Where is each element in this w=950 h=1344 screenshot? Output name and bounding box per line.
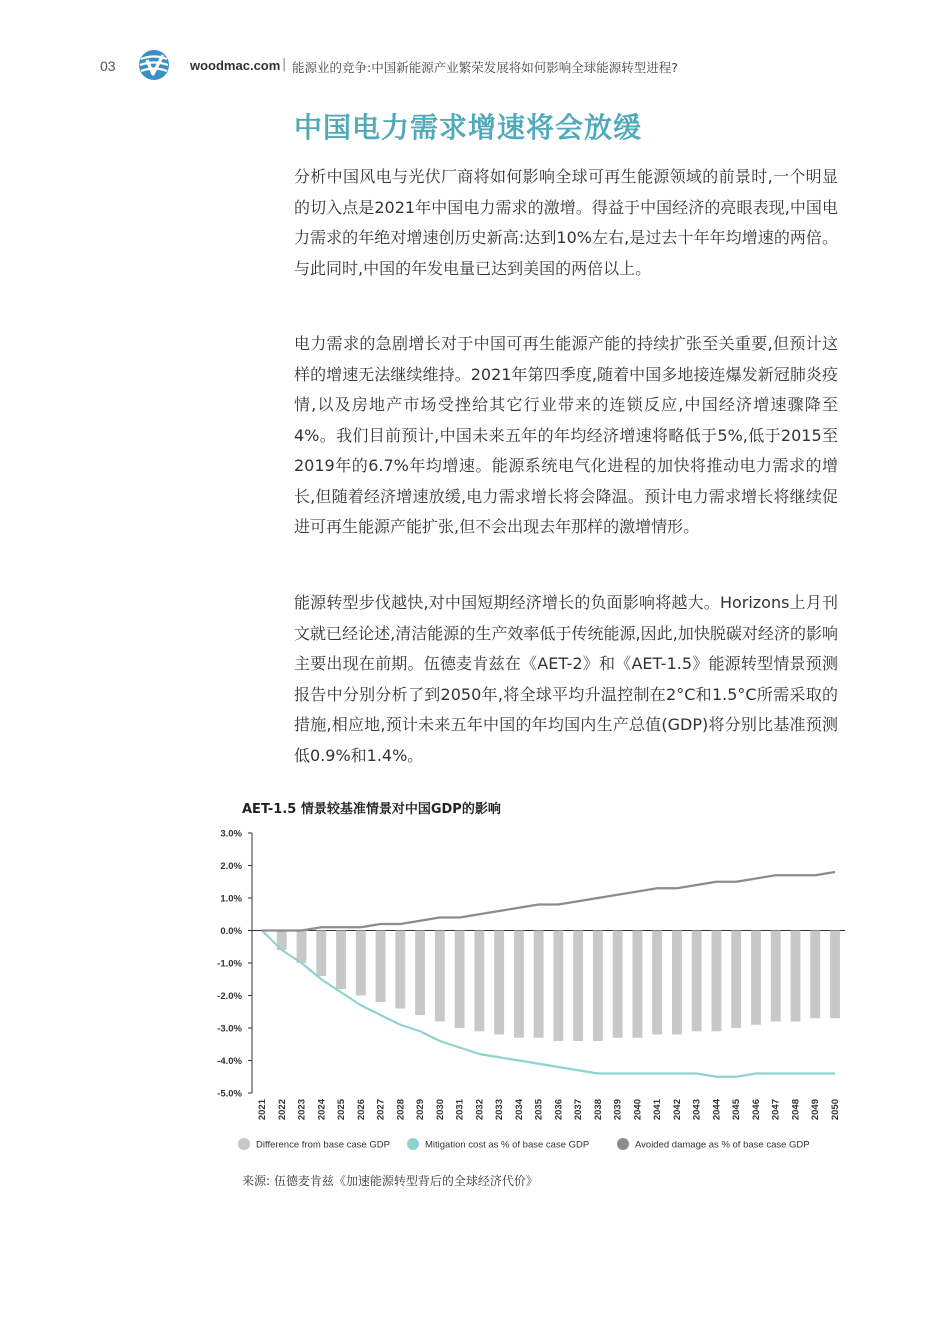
bar-2040	[632, 931, 642, 1038]
page-number: 03	[100, 58, 116, 74]
bar-2030	[435, 931, 445, 1022]
y-tick-label: -5.0%	[217, 1088, 242, 1100]
x-tick-label: 2027	[375, 1099, 387, 1121]
bar-2048	[791, 931, 801, 1022]
bar-2032	[474, 931, 484, 1032]
bar-2046	[751, 931, 761, 1025]
gdp-impact-chart	[200, 818, 860, 1163]
x-tick-label: 2049	[810, 1099, 822, 1121]
bar-2028	[395, 931, 405, 1009]
legend-marker-2	[407, 1138, 419, 1150]
x-tick-label: 2026	[355, 1099, 367, 1121]
bar-2050	[830, 931, 840, 1019]
x-tick-label: 2041	[652, 1099, 664, 1121]
bar-2035	[534, 931, 544, 1038]
section-heading: 中国电力需求增速将会放缓	[294, 111, 643, 144]
x-tick-label: 2028	[395, 1099, 407, 1121]
bar-2026	[356, 931, 366, 996]
x-tick-label: 2022	[276, 1099, 288, 1121]
bar-2037	[573, 931, 583, 1042]
paragraph-1: 分析中国风电与光伏厂商将如何影响全球可再生能源领域的前景时,一个明显的切入点是2021年中国电力需求的激增。得益于中国经济的亮眼表现,中国电力需求的年绝对增速创历史新高:达到10%左右,是过去十年年均增速的两倍。与此同时,中国的年发电量已达到美国的两倍以上。	[294, 167, 838, 278]
legend-marker-3	[617, 1138, 629, 1150]
bar-2042	[672, 931, 682, 1035]
x-tick-label: 2036	[553, 1099, 565, 1121]
chart-title: AET-1.5 情景较基准情景对中国GDP的影响	[242, 802, 501, 817]
bar-2024	[316, 931, 326, 977]
legend-label-3: Avoided damage as % of base case GDP	[635, 1139, 810, 1151]
bar-2033	[494, 931, 504, 1035]
y-tick-label: 0.0%	[220, 926, 242, 937]
x-tick-label: 2034	[513, 1099, 525, 1121]
x-tick-label: 2030	[434, 1099, 446, 1121]
x-tick-label: 2043	[691, 1099, 703, 1121]
y-tick-label: -4.0%	[217, 1056, 242, 1067]
y-tick-label: 3.0%	[220, 828, 242, 840]
y-tick-label: -3.0%	[217, 1023, 242, 1035]
x-tick-label: 2025	[336, 1099, 348, 1121]
bar-2044	[712, 931, 722, 1032]
paragraph-3: 能源转型步伐越快,对中国短期经济增长的负面影响将越大。Horizons上月刊文就已经论述,清洁能源的生产效率低于传统能源,因此,加快脱碳对经济的影响主要出现在前期。伍德麦肯兹在《AET-2》和《AET-1.5》能源转型情景预测报告中分别分析了到2050年,将全球平均升温控制在2°C和1.5°C所需采取的措施,相应地,预计未来五年中国的年均国内生产总值(GDP)将分别比基准预测低0.9%和1.4%。	[294, 593, 838, 765]
report-title: 能源业的竞争:中国新能源产业繁荣发展将如何影响全球能源转型进程?	[292, 60, 678, 75]
x-tick-label: 2037	[573, 1099, 585, 1121]
bar-2029	[415, 931, 425, 1016]
y-tick-label: 1.0%	[220, 893, 242, 905]
x-tick-label: 2039	[612, 1099, 624, 1121]
bar-2027	[376, 931, 386, 1003]
bar-2025	[336, 931, 346, 990]
bar-2049	[810, 931, 820, 1019]
bar-2031	[455, 931, 465, 1029]
mitigation-cost-line	[262, 931, 835, 1077]
avoided-damage-line	[262, 872, 835, 931]
x-tick-label: 2033	[494, 1099, 506, 1121]
x-tick-label: 2042	[671, 1099, 683, 1121]
x-tick-label: 2038	[592, 1099, 604, 1121]
y-tick-label: -1.0%	[217, 958, 242, 970]
x-tick-label: 2023	[296, 1099, 308, 1121]
x-tick-label: 2031	[454, 1099, 466, 1121]
x-tick-label: 2024	[316, 1099, 328, 1121]
bar-2036	[553, 931, 563, 1042]
x-tick-label: 2046	[750, 1099, 762, 1121]
bar-2038	[593, 931, 603, 1042]
x-tick-label: 2032	[474, 1099, 486, 1121]
paragraph-2: 电力需求的急剧增长对于中国可再生能源产能的持续扩张至关重要,但预计这样的增速无法继续维持。2021年第四季度,随着中国多地接连爆发新冠肺炎疫情,以及房地产市场受挫给其它行业带来的连锁反应,中国经济增速骤降至4%。我们目前预计,中国未来五年的年均经济增速将略低于5%,低于2015至2019年的6.7%年均增速。能源系统电气化进程的加快将推动电力需求的增长,但随着经济增速放缓,电力需求增长将会降温。预计电力需求增长将继续促进可再生能源产能扩张,但不会出现去年那样的激增情形。	[294, 334, 838, 536]
bar-2034	[514, 931, 524, 1038]
y-tick-label: -2.0%	[217, 991, 242, 1002]
x-tick-label: 2050	[830, 1099, 841, 1121]
y-tick-label: 2.0%	[220, 861, 242, 872]
header-separator: |	[282, 57, 287, 72]
woodmac-logo-icon	[137, 48, 171, 82]
x-tick-label: 2047	[770, 1099, 782, 1121]
x-tick-label: 2044	[711, 1099, 723, 1121]
x-tick-label: 2045	[731, 1099, 743, 1121]
legend-label-2: Mitigation cost as % of base case GDP	[425, 1139, 590, 1151]
x-tick-label: 2035	[533, 1099, 545, 1121]
x-tick-label: 2021	[257, 1099, 268, 1121]
bar-2041	[652, 931, 662, 1035]
x-tick-label: 2040	[632, 1099, 644, 1121]
legend-marker-1	[238, 1138, 250, 1150]
x-tick-label: 2029	[415, 1099, 427, 1121]
bar-2039	[613, 931, 623, 1038]
bar-2023	[297, 931, 307, 964]
bar-2045	[731, 931, 741, 1029]
site-link[interactable]: woodmac.com	[190, 58, 281, 73]
bar-2047	[771, 931, 781, 1022]
legend-label-1: Difference from base case GDP	[256, 1139, 390, 1151]
x-tick-label: 2048	[790, 1099, 802, 1121]
bar-2043	[692, 931, 702, 1032]
page-header	[0, 48, 950, 88]
chart-source: 来源: 伍德麦肯兹《加速能源转型背后的全球经济代价》	[242, 1174, 538, 1188]
